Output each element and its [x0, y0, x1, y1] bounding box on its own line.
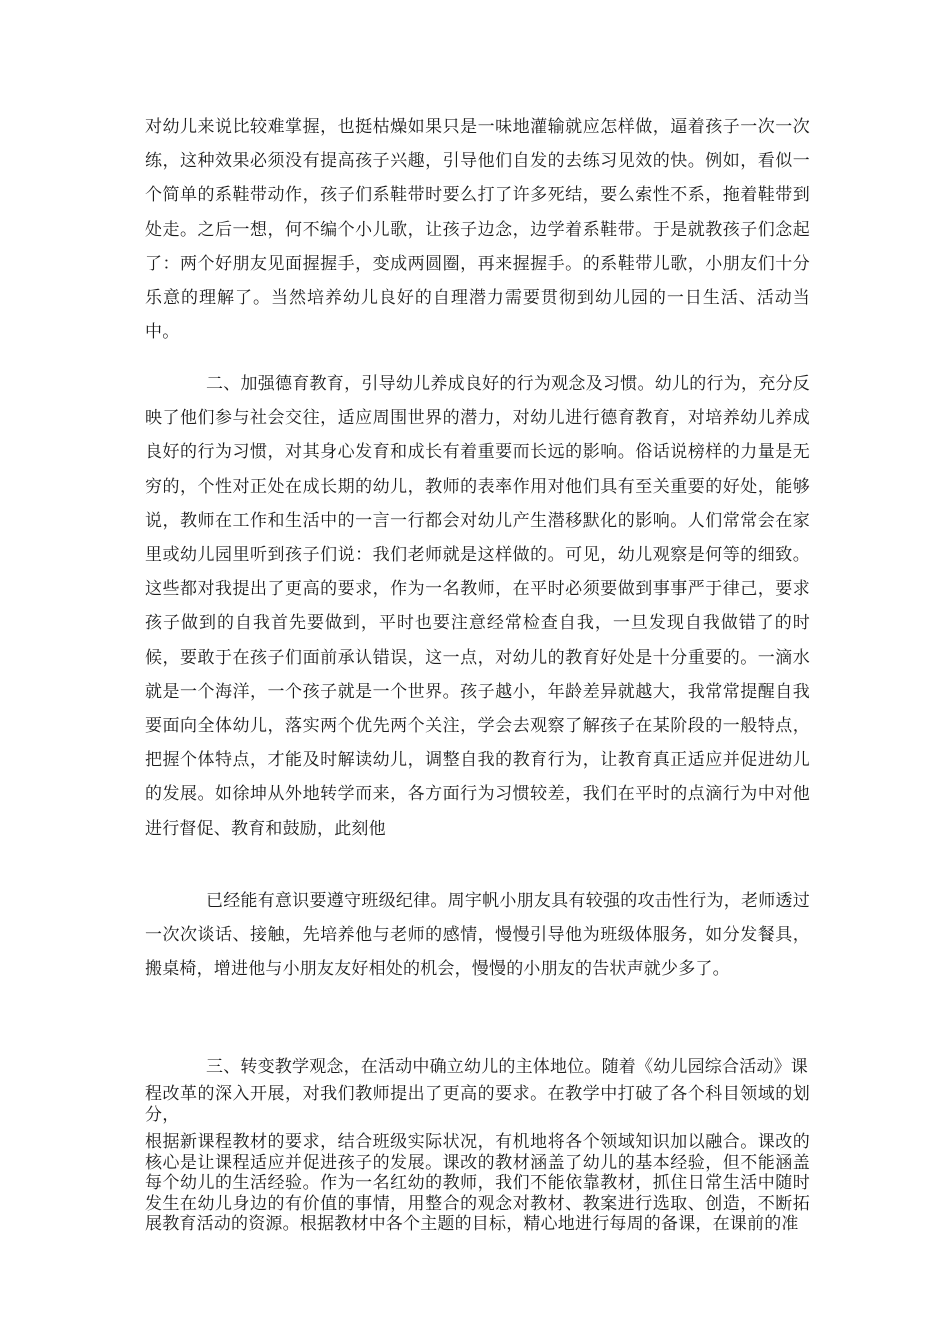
- section-three-first-line: 三、转变教学观念，在活动中确立幼儿的主体地位。随着《幼儿园综合活动》课: [206, 1057, 808, 1077]
- paragraph-class-discipline: 已经能有意识要遵守班级纪律。周宇帆小朋友具有较强的攻击性行为，老师透过一次次谈话、接触，先培养他与老师的感情，慢慢引导他为班级体服务，如分发餐具，搬桌椅，增进他与小朋友友好相处的机会，慢慢的小朋友的告状声就少多了。: [145, 891, 810, 980]
- paragraph-curriculum-reform: 根据新课程教材的要求，结合班级实际状况，有机地将各个领域知识加以融合。课改的核心是让课程适应并促进孩子的发展。课改的教材涵盖了幼儿的基本经验，但不能涵盖每个幼儿的生活经验。作为一名红幼的教师，我们不能依靠教材，抓住日常生活中随时发生在幼儿身边的有价值的事情，用整合的观念对教材、教案进行选取、创造，不断拓展教育活动的资源。根据教材中各个主题的目标，精心地进行每周的备课，在课前的准: [145, 1132, 810, 1234]
- paragraph-section-three-heading: [145, 1050, 810, 1125]
- paragraph-continuation-self-care: 对幼儿来说比较难掌握，也挺枯燥如果只是一味地灌输就应怎样做，逼着孩子一次一次练，这种效果必须没有提高孩子兴趣，引导他们自发的去练习见效的快。例如，看似一个简单的系鞋带动作，孩子们系鞋带时要么打了许多死结，要么索性不系，拖着鞋带到处走。之后一想，何不编个小儿歌，让孩子边念，边学着系鞋带。于是就教孩子们念起了：两个好朋友见面握握手，变成两圆圈，再来握握手。的系鞋带儿歌，小朋友们十分乐意的理解了。当然培养幼儿良好的自理潜力需要贯彻到幼儿园的一日生活、活动当中。: [145, 117, 810, 343]
- paragraph-section-two-moral-education: 二、加强德育教育，引导幼儿养成良好的行为观念及习惯。幼儿的行为，充分反映了他们参与社会交往，适应周围世界的潜力，对幼儿进行德育教育，对培养幼儿养成良好的行为习惯，对其身心发育和成长有着重要而长远的影响。俗话说榜样的力量是无穷的，个性对正处在成长期的幼儿，教师的表率作用对他们具有至关重要的好处，能够说，教师在工作和生活中的一言一行都会对幼儿产生潜移默化的影响。人们常常会在家里或幼儿园里听到孩子们说：我们老师就是这样做的。可见，幼儿观察是何等的细致。这些都对我提出了更高的要求，作为一名教师，在平时必须要做到事事严于律己，要求孩子做到的自我首先要做到，平时也要注意经常检查自我，一旦发现自我做错了的时候，要敢于在孩子们面前承认错误，这一点，对幼儿的教育好处是十分重要的。一滴水就是一个海洋，一个孩子就是一个世界。孩子越小，年龄差异就越大，我常常提醒自我要面向全体幼儿，落实两个优先两个关注，学会去观察了解孩子在某阶段的一般特点，把握个体特点，才能及时解读幼儿，调整自我的教育行为，让教育真正适应并促进幼儿的发展。如徐坤从外地转学而来，各方面行为习惯较差，我们在平时的点滴行为中对他进行督促、教育和鼓励，此刻他: [145, 374, 810, 839]
- section-three-continuation: 程改革的深入开展，对我们教师提出了更高的要求。在教学中打破了各个科目领域的划分，: [145, 1084, 810, 1125]
